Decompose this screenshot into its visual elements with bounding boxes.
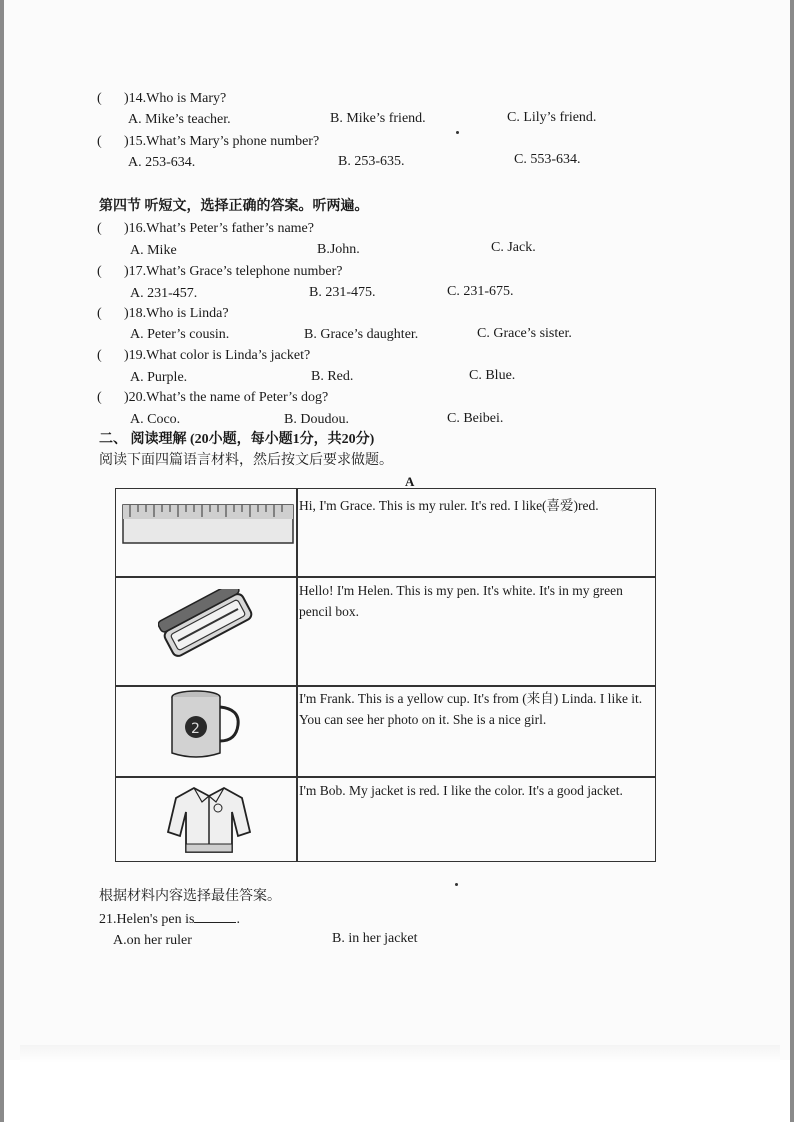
- q16-option-b: B.John.: [317, 242, 360, 257]
- reading-instruction: 阅读下面四篇语言材料，然后按文后要求做题。: [99, 453, 393, 468]
- q20-option-a: A. Coco.: [130, 412, 181, 427]
- jacket-picture: [164, 782, 254, 858]
- passage-label: A: [405, 474, 415, 489]
- question-17-stem: )17.What’s Grace’s telephone number?: [124, 264, 343, 279]
- row-divider: [116, 776, 655, 778]
- q21-option-b: B. in her jacket: [332, 931, 418, 946]
- passage-helen-text: Hello! I'm Helen. This is my pen. It's white. It's in my green pencil box.: [299, 583, 623, 619]
- answer-bracket[interactable]: (: [97, 91, 102, 106]
- passage-grace-text: Hi, I'm Grace. This is my ruler. It's red. I like(喜爱)red.: [299, 498, 599, 513]
- q14-option-c: C. Lily’s friend.: [507, 110, 597, 125]
- cup-picture: [166, 689, 246, 763]
- passage-frank-text: I'm Frank. This is a yellow cup. It's from (来自) Linda. I like it. You can see her photo on it. She is a nice girl.: [299, 691, 643, 727]
- answer-blank[interactable]: [194, 910, 236, 923]
- question-15-stem: )15.What’s Mary’s phone number?: [124, 134, 320, 149]
- q19-option-b: B. Red.: [311, 369, 354, 384]
- row-divider: [116, 685, 655, 687]
- question-16-stem: )16.What’s Peter’s father’s name?: [124, 221, 314, 236]
- answer-bracket[interactable]: (: [97, 390, 102, 405]
- answer-bracket[interactable]: (: [97, 306, 102, 321]
- svg-text:2: 2: [191, 721, 200, 737]
- answer-bracket[interactable]: (: [97, 134, 102, 149]
- question-14-stem: )14.Who is Mary?: [124, 91, 227, 106]
- speck: [456, 131, 459, 134]
- q20-option-c: C. Beibei.: [447, 411, 504, 426]
- column-divider: [296, 489, 298, 861]
- left-border: [0, 0, 4, 1122]
- section-4-heading: 第四节 听短文，选择正确的答案。听两遍。: [99, 199, 369, 214]
- answer-bracket[interactable]: (: [97, 264, 102, 279]
- q14-option-b: B. Mike’s friend.: [330, 111, 426, 126]
- question-20-stem: )20.What’s the name of Peter’s dog?: [124, 390, 329, 405]
- q14-option-a: A. Mike’s teacher.: [128, 112, 231, 127]
- q17-option-a: A. 231-457.: [130, 286, 198, 301]
- q18-option-c: C. Grace’s sister.: [477, 326, 572, 341]
- question-18-stem: )18.Who is Linda?: [124, 306, 229, 321]
- passage-bob-text: I'm Bob. My jacket is red. I like the color. It's a good jacket.: [299, 783, 623, 798]
- q21-option-a: A.on her ruler: [113, 933, 192, 948]
- q16-option-a: A. Mike: [130, 243, 177, 258]
- reading-section-heading: 二、 阅读理解 (20小题，每小题1分，共20分): [99, 432, 375, 447]
- row-divider: [116, 576, 655, 578]
- ruler-picture: [122, 503, 294, 545]
- q15-option-b: B. 253-635.: [338, 154, 405, 169]
- select-instruction: 根据材料内容选择最佳答案。: [99, 889, 281, 904]
- q20-option-b: B. Doudou.: [284, 412, 349, 427]
- q17-option-c: C. 231-675.: [447, 284, 514, 299]
- q18-option-a: A. Peter’s cousin.: [130, 327, 230, 342]
- speck: [455, 883, 458, 886]
- answer-bracket[interactable]: (: [97, 221, 102, 236]
- q18-option-b: B. Grace’s daughter.: [304, 327, 419, 342]
- q16-option-c: C. Jack.: [491, 240, 536, 255]
- pencil-box-picture: [158, 589, 258, 661]
- question-21-stem: 21.Helen's pen is: [99, 912, 195, 927]
- question-19-stem: )19.What color is Linda’s jacket?: [124, 348, 311, 363]
- question-21-line: [99, 910, 240, 929]
- page-bottom-shadow: [20, 1045, 780, 1063]
- question-21-end: .: [236, 912, 240, 927]
- q19-option-c: C. Blue.: [469, 368, 516, 383]
- q19-option-a: A. Purple.: [130, 370, 188, 385]
- q17-option-b: B. 231-475.: [309, 285, 376, 300]
- answer-bracket[interactable]: (: [97, 348, 102, 363]
- right-border: [790, 0, 794, 1122]
- q15-option-a: A. 253-634.: [128, 155, 196, 170]
- passage-a-table: [115, 488, 656, 862]
- q15-option-c: C. 553-634.: [514, 152, 581, 167]
